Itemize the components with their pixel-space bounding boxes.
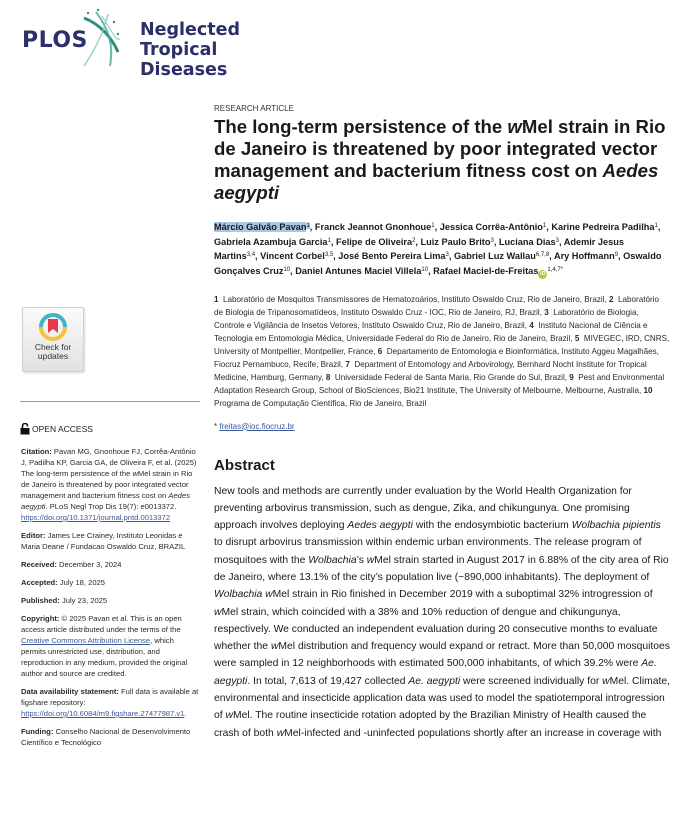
data-availability-end: . xyxy=(184,709,187,718)
accepted-label: Accepted: xyxy=(21,578,58,587)
affiliation-number: 10 xyxy=(643,385,653,395)
author-affiliation-marker: 3 xyxy=(490,237,494,244)
author-affiliation-marker: 2 xyxy=(412,237,416,244)
article-type: RESEARCH ARTICLE xyxy=(214,104,294,113)
affiliation-text: Programa de Computação Científica, Rio de Janeiro, Brazil xyxy=(214,385,655,408)
abstract-text: Mel-infected and -uninfected populations shortly after an increase in coverage with xyxy=(284,727,662,739)
received-date: December 3, 2024 xyxy=(56,560,122,569)
article-metadata-sidebar xyxy=(21,446,199,755)
author-name[interactable]: Oswaldo Gonçalves Cruz xyxy=(214,251,662,276)
affiliation-text: Laboratório de Biologia, Controle e Vigilância de Insetos Vetores, Instituto Oswaldo Cruz, Rio de Janeiro, Brazil, xyxy=(214,307,639,330)
author-affiliation-marker: 10 xyxy=(421,266,429,273)
abstract-text: Mel strain in Rio finished in December 2019 with a suboptimal 32% introgression of xyxy=(272,589,653,601)
author-affiliation-marker: 10 xyxy=(283,266,291,273)
abstract-text: New tools and methods are currently under evaluation by the World Health Organization for preventing arbovirus transmission, such as dengue, Zika, and chikungunya. One promising approach involves deploying xyxy=(214,485,632,532)
journal-logo[interactable] xyxy=(22,8,302,80)
check-for-updates-line2: updates xyxy=(37,351,69,361)
abstract-italic-term: Aedes aegypti xyxy=(347,520,413,532)
citation-text-3: . PLoS Negl Trop Dis 19(7): e0013372. xyxy=(45,502,177,511)
citation-text-2: Mel strain in Rio de Janeiro is threatened by poor integrated vector management and bacterium fitness cost on xyxy=(21,469,193,500)
sidebar-divider xyxy=(20,401,200,402)
author-affiliation-marker: 3,5 xyxy=(324,252,334,258)
funding-text: Conselho Nacional de Desenvolvimento Científico e Tecnológico xyxy=(21,727,191,747)
abstract-text: ’s xyxy=(356,554,367,566)
copyright xyxy=(21,613,199,679)
copyright-text-2: , which permits unrestricted use, distribution, and reproduction in any medium, provided the original author and source are credited. xyxy=(21,636,188,678)
author-affiliation-marker: 1,4,7* xyxy=(547,266,564,273)
title-part-2: Mel strain in Rio de Janeiro is threatened by poor integrated vector management and bacterium fitness cost on xyxy=(214,116,666,181)
author-name[interactable]: Felipe de Oliveira xyxy=(335,236,413,247)
citation-species: Aedes aegypti xyxy=(21,491,190,511)
author-affiliation-marker: 9 xyxy=(614,252,619,258)
affiliation-number: 9 xyxy=(569,372,574,382)
affiliation-number: 2 xyxy=(609,294,614,304)
affiliation-text: Universidade Federal de Santa Maria, Rio Grande do Sul, Brazil, xyxy=(330,372,570,382)
affiliation-number: 4 xyxy=(529,320,534,330)
abstract-italic-term: w xyxy=(602,675,610,687)
affiliation-number: 1 xyxy=(214,294,219,304)
author-affiliation-marker: 3,4 xyxy=(246,252,256,258)
editor xyxy=(21,530,199,552)
affiliation-text: MIVEGEC, IRD, CNRS, University of Montpellier, Montpellier, France, xyxy=(214,333,670,356)
open-access-label: OPEN ACCESS xyxy=(32,424,93,434)
data-availability-label: Data availability statement: xyxy=(21,687,119,696)
author-list: Márcio Galvão Pavan$^1$, Franck Jeannot Gnonhoue$^1$, Jessica Corrêa-Antônio$^1$, Karine Pedreira Padilha$^1$, Gabriela Azambuja Garcia$^1$, Felipe de Oliveira$^2$, Luiz Paulo Brito$^3$, Luciana Dias$^3$, Ademir Jesus Martins$^{3,4}$, Vincent Corbel$^{3,5}$, José Bento Pereira Lima$^3$, Gabriel Luz Wallau$^{6,7,8}$, Ary Hoffmann$^9$, Oswaldo Gonçalves Cruz$^{10}$, Daniel Antunes Maciel Villela$^{10}$, Rafael Maciel-de-Freitas $iD^{1,4,7*}$ xyxy=(214,222,662,277)
author-name[interactable]: Ary Hoffmann xyxy=(553,251,615,261)
copyright-text: © 2025 Pavan et al. This is an open access article distributed under the terms of the xyxy=(21,614,182,634)
editor-text: James Lee Crainey, Instituto Leonidas e Maria Deane / Fundacao Oswaldo Cruz, BRAZIL xyxy=(21,531,186,551)
open-lock-icon xyxy=(20,423,30,435)
published-date: July 23, 2025 xyxy=(59,596,108,605)
abstract-text: to disrupt arbovirus transmission within endemic urban environments. The release program of mosquitoes with the xyxy=(214,537,642,566)
journal-name xyxy=(140,20,302,80)
affiliation-list xyxy=(214,293,670,410)
affiliation-text: Laboratório de Mosquitos Transmissores de Hematozoários, Instituto Oswaldo Cruz, Rio de Janeiro, Brazil, xyxy=(218,294,609,304)
affiliation-text: Instituto Nacional de Ciência e Tecnologia em Entomologia Médica, Universidade Federal do Rio de Janeiro, Rio de Janeiro, Brazil, xyxy=(214,320,648,343)
check-for-updates-button[interactable] xyxy=(22,307,84,372)
abstract-text: Mel. Climate, environmental and insecticide application data was used to model the spatiotemporal introgression of xyxy=(214,675,670,722)
abstract-italic-term: w xyxy=(366,554,375,566)
abstract-italic-term: Ae. aegypti xyxy=(408,675,461,687)
received-label: Received: xyxy=(21,560,57,569)
open-access-badge xyxy=(20,423,93,435)
accepted-date: July 18, 2025 xyxy=(57,578,106,587)
abstract-italic-term: Wolbachia pipientis xyxy=(571,520,661,532)
citation xyxy=(21,446,199,523)
author-affiliation-marker: 3 xyxy=(445,252,449,258)
corresponding-marker: * xyxy=(214,421,220,431)
author-affiliation-marker: 3 xyxy=(555,237,559,244)
check-for-updates-line1: Check for xyxy=(34,342,72,352)
title-w: w xyxy=(507,116,522,137)
license-link[interactable]: Creative Commons Attribution License xyxy=(21,636,151,645)
affiliation-number: 5 xyxy=(574,333,580,343)
data-availability-text: Full data is available at figshare repository: xyxy=(21,687,199,707)
author-name[interactable]: Luiz Paulo Brito xyxy=(420,236,491,247)
author-affiliation-marker: 1 xyxy=(327,237,331,244)
abstract-text: Mel. The routine insecticide rotation adopted by the Brazilian Ministry of Health caused the crash of both xyxy=(214,710,647,739)
journal-name-line2: Diseases xyxy=(140,60,228,80)
abstract-text: were screened individually for xyxy=(460,675,603,687)
author-name[interactable]: Luciana Dias xyxy=(498,236,556,247)
corresponding-author xyxy=(214,422,670,431)
abstract-body xyxy=(214,483,670,742)
author-name[interactable]: Karine Pedreira Padilha xyxy=(551,222,655,232)
author-affiliation-marker: 1 xyxy=(654,223,658,229)
affiliation-text: Laboratório de Biologia de Tripanosomatídeos, Instituto Oswaldo Cruz - IOC, Rio de Janeiro, RJ, Brazil, xyxy=(214,294,659,317)
published xyxy=(21,595,199,606)
author-name[interactable]: Gabriel Luz Wallau xyxy=(453,251,536,261)
author-affiliation-marker: 6,7,8 xyxy=(535,252,550,258)
author-affiliation-marker: 1 xyxy=(306,223,310,229)
citation-text: Pavan MG, Gnonhoue FJ, Corrêa-Antônio J, Padilha KP, Garcia GA, de Oliveira F, et al. (2025) The long-term persistence of the xyxy=(21,447,197,478)
abstract-text: with the endosymbiotic bacterium xyxy=(412,520,572,532)
abstract-italic-term: Wolbachia xyxy=(308,554,357,566)
figshare-link[interactable]: https://doi.org/10.6084/m9.figshare.27477987.v1 xyxy=(21,709,185,718)
abstract-italic-term: w xyxy=(214,606,222,618)
affiliation-number: 3 xyxy=(544,307,549,317)
corresponding-email-link[interactable]: freitas@ioc.fiocruz.br xyxy=(219,421,295,431)
author-name[interactable]: José Bento Pereira Lima xyxy=(338,251,446,261)
title-part-1: The long-term persistence of the xyxy=(214,116,508,137)
accepted xyxy=(21,577,199,588)
abstract-italic-term: w xyxy=(276,727,285,739)
author-name[interactable]: Daniel Antunes Maciel Villela xyxy=(295,265,422,276)
abstract-italic-term: w xyxy=(225,710,233,722)
crossmark-icon xyxy=(38,312,68,342)
title-species: Aedes aegypti xyxy=(214,160,659,203)
author-name[interactable]: Rafael Maciel-de-Freitas xyxy=(433,265,539,276)
citation-w: w xyxy=(132,469,138,478)
citation-doi-link[interactable]: https://doi.org/10.1371/journal.pntd.0013372 xyxy=(21,513,171,522)
abstract-text: Mel strain started in August 2017 in 6.88% of the city area of Rio de Janeiro, where 13.1% of the city’s population live (~890,000 inhabitants). The deployment of xyxy=(214,554,669,583)
author-name[interactable]: Jessica Corrêa-Antônio xyxy=(439,222,543,232)
author-name[interactable]: Franck Jeannot Gnonhoue xyxy=(314,222,432,232)
copyright-label: Copyright: xyxy=(21,614,60,623)
abstract-italic-term: Wolbachia w xyxy=(214,589,273,601)
affiliation-text: Department of Entomology and Arbovirology, Bernhard Nocht Institute for Tropical Medicine, Hamburg, Germany, xyxy=(214,359,647,382)
author-name[interactable]: Gabriela Azambuja Garcia xyxy=(214,236,328,247)
orcid-icon[interactable]: iD xyxy=(540,270,546,277)
plos-wordmark: PLOS xyxy=(22,28,88,53)
abstract-italic-term: w xyxy=(270,641,279,653)
article-main xyxy=(214,104,670,742)
affiliation-number: 6 xyxy=(377,346,383,356)
plos-swoosh-icon xyxy=(78,8,128,70)
affiliation-number: 8 xyxy=(325,372,331,382)
abstract-paragraph xyxy=(214,483,670,742)
affiliation-text: Departamento de Entomologia e Bioinformática, Instituto Aggeu Magalhães, Fiocruz Pernambuco, Recife, Brazil, xyxy=(214,346,659,369)
abstract-text: Mel strain, which coincided with a 38% and 10% reduction of dengue and chikungunya, respectively. We conducted an independent evaluation during 20 consecutive months to evaluate whether the xyxy=(214,606,658,653)
citation-label: Citation: xyxy=(21,447,52,456)
affiliation-number: 7 xyxy=(345,359,350,369)
article-title xyxy=(214,116,670,204)
abstract-text: Mel distribution and frequency would expand or retract. More than 50,000 mosquitoes were sampled in 12 neighborhoods with estimated 500,000 inhabitants, of which 39.2% were xyxy=(214,641,670,670)
author-name[interactable]: Márcio Galvão Pavan xyxy=(214,222,307,232)
abstract-text: . In total, 7,613 of 19,427 collected xyxy=(247,675,409,687)
funding-label: Funding: xyxy=(21,727,54,736)
author-name[interactable]: Ademir Jesus Martins xyxy=(214,236,624,261)
data-availability xyxy=(21,686,199,719)
abstract-heading: Abstract xyxy=(214,456,275,474)
received xyxy=(21,559,199,570)
editor-label: Editor: xyxy=(21,531,46,540)
author-affiliation-marker: 1 xyxy=(542,223,547,229)
abstract-italic-term: Ae. aegypti xyxy=(214,658,657,687)
author-affiliation-marker: 1 xyxy=(431,223,435,229)
funding xyxy=(21,726,199,748)
author-name[interactable]: Vincent Corbel xyxy=(260,251,325,261)
journal-name-line1: Neglected Tropical xyxy=(140,20,241,60)
affiliation-text: Pest and Environmental Adaptation Research Group, School of BioSciences, Bio21 Institute, The University of Melbourne, Melbourne, Australia, xyxy=(214,372,665,395)
published-label: Published: xyxy=(21,596,60,605)
